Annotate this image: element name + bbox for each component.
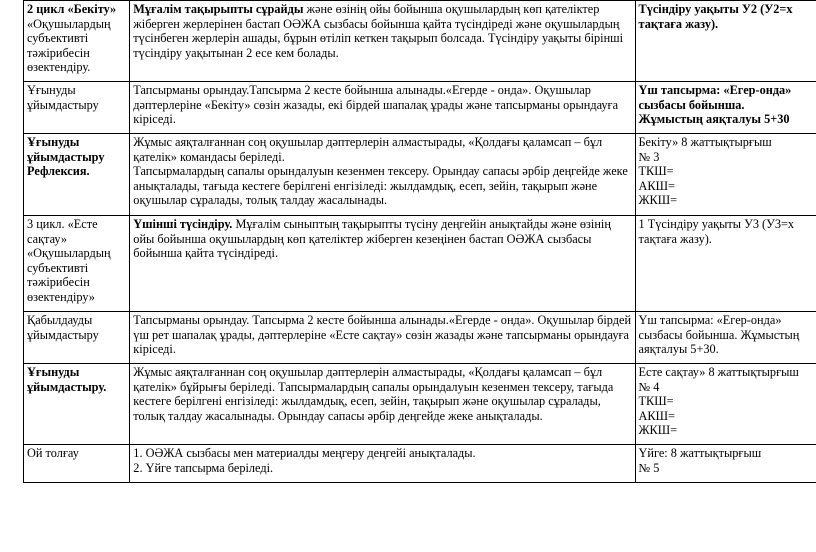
- note-cell: [635, 82, 816, 134]
- note-line: аяқталуы 5+30.: [638, 342, 719, 357]
- stage-cell: [24, 364, 130, 445]
- note-line: Түсіндіру уақыты У2 (У2=х: [638, 2, 793, 16]
- activity-cell: [130, 82, 635, 134]
- note-cell: [635, 134, 816, 216]
- stage-title: Ұғынуды ұйымдастыру.: [27, 365, 107, 394]
- stage-cell: [24, 312, 130, 364]
- note-line: ЖКШ=: [638, 423, 678, 438]
- note-line: Есте сақтау» 8 жаттықтырғыш: [638, 365, 799, 379]
- stage-cell: [24, 134, 130, 216]
- stage-cell: [24, 445, 130, 483]
- stage-cell: [24, 216, 130, 312]
- note-cell: [635, 312, 816, 364]
- note-line: ТКШ=: [638, 164, 674, 179]
- note-line: АКШ=: [638, 178, 675, 193]
- table-row: [24, 1, 816, 82]
- note-line: Жұмыстың аяқталуы 5+30: [638, 112, 790, 127]
- note-line: сызбасы бойынша. Жұмыстың: [638, 327, 800, 342]
- table-row: [24, 216, 816, 312]
- note-line: ЖКШ=: [638, 193, 678, 208]
- stage-title: 2 цикл «Бекіту»: [27, 2, 117, 16]
- note-cell: [635, 1, 816, 82]
- table-row: [24, 312, 816, 364]
- note-cell: [635, 216, 816, 312]
- note-cell: [635, 445, 816, 483]
- activity-cell: [130, 364, 635, 445]
- activity-line: 2. Үйге тапсырма беріледі.: [133, 460, 274, 475]
- note-line: 1 Түсіндіру уақыты У3 (У3=х: [638, 217, 795, 231]
- stage-cell: [24, 82, 130, 134]
- activity-cell: [130, 216, 635, 312]
- table-row: [24, 445, 816, 483]
- note-line: № 4: [638, 379, 660, 394]
- activity-text: Тапсырманы орындау.Тапсырма 2 кесте бойынша алынады.«Егерде - онда». Оқушылар дәптерлеріне «Бекіту» сөзін жазады, екі бірдей шапалақ ұрады және тапсырманы орындауға кіріседі.: [133, 83, 619, 127]
- activity-lead: Мұғалім тақырыпты сұрайды: [133, 2, 304, 16]
- note-line: Үш тапсырма: «Егер-онда»: [638, 313, 782, 327]
- note-line: тақтаға жазу).: [638, 16, 719, 31]
- note-line: № 5: [638, 460, 660, 475]
- stage-title: Ұғынуды ұйымдастыру: [27, 83, 99, 112]
- stage-title: Ұғынуды ұйымдастыру Рефлексия.: [27, 135, 105, 179]
- activity-lead: Үшінші түсіндіру.: [133, 217, 233, 231]
- activity-cell: [130, 134, 635, 216]
- activity-cell: [130, 1, 635, 82]
- table-row: [24, 134, 816, 216]
- note-line: ТКШ=: [638, 394, 674, 409]
- note-line: тақтаға жазу).: [638, 231, 712, 246]
- table-row: [24, 82, 816, 134]
- lesson-plan-table: [23, 0, 816, 483]
- note-line: Үйге: 8 жаттықтырғыш: [638, 446, 762, 460]
- stage-title: 3 цикл. «Есте сақтау» «Оқушылардың субъективті тәжірибесін өзектендіру»: [27, 217, 111, 304]
- activity-line: 1. ОӘЖА сызбасы мен материалды меңгеру деңгейі анықталады.: [133, 446, 476, 460]
- note-line: Үш тапсырма: «Егер-онда»: [638, 83, 792, 97]
- activity-text: Тапсырманы орындау. Тапсырма 2 кесте бойынша алынады.«Егерде - онда». Оқушылар бірдей үш рет шапалақ ұрады, дәптерлеріне «Есте сақтау» сөзін жазады және тапсырманы орындауға кіріседі.: [133, 313, 632, 357]
- stage-cell: [24, 1, 130, 82]
- table-row: [24, 364, 816, 445]
- activity-text-2: Тапсырмалардың сапалы орындалуын кезенмен тексеру. Орындау сапасы әрбір деңгейде жеке анықталады, тағыда кестеге берілгені енгізіледі: жылдамдық, есеп, зейін, тақырып және оқушылар сұралады, толық талдау жасалынады.: [133, 164, 628, 208]
- stage-description: «Оқушылардың субъективті тәжірибесін өзектендіру.: [27, 16, 111, 75]
- activity-cell: [130, 312, 635, 364]
- activity-text: Жұмыс аяқталғаннан соң оқушылар дәптерлерін алмастырады, «Қолдағы қаламсап – бұл қателік» командасы беріледі.: [133, 135, 603, 164]
- activity-cell: [130, 445, 635, 483]
- note-line: АКШ=: [638, 408, 675, 423]
- activity-text: Жұмыс аяқталғаннан соң оқушылар дәптерлерін алмастырады, «Қолдағы қаламсап – бұл қателік» бұйрығы беріледі. Тапсырмалардың сапалы орындалуын кезенмен тексеру, тағыда кестеге берілгені енгізіледі: жылдамдық, есеп, зейін, тақырып және оқушылар сұралады, толық талдау жасалынады. Орындау сапасы әрбір деңгейде жеке анықталады.: [133, 365, 614, 423]
- activity-text: және өзінің ойы бойынша оқушылардың көп қателіктер жіберген жерлерінен бастап ОӘЖА сызбасы бойынша қайта түсіндіреді және оқушылардың түсінбеген жерлерін ашады, бұрын өтіліп кеткен тақырып болсада. Түсіндіру уақыты бірінші түсіндіру уақытынан 2 есе кем болады.: [133, 2, 624, 60]
- note-line: № 3: [638, 149, 660, 164]
- note-cell: [635, 364, 816, 445]
- stage-title: Ой толғау: [27, 446, 79, 460]
- note-line: сызбасы бойынша.: [638, 97, 745, 112]
- activity-text: Мұғалім сыныптың тақырыпты түсіну деңгейін анықтайды және өзінің ойы бойынша оқушылардың көп қателіктер жіберген кезеңінен бастап ОӘЖА сызбасы бойынша қайта түсіндіреді.: [133, 217, 611, 261]
- stage-title: Қабылдауды ұйымдастыру: [27, 313, 99, 342]
- note-line: Бекіту» 8 жаттықтырғыш: [638, 135, 772, 149]
